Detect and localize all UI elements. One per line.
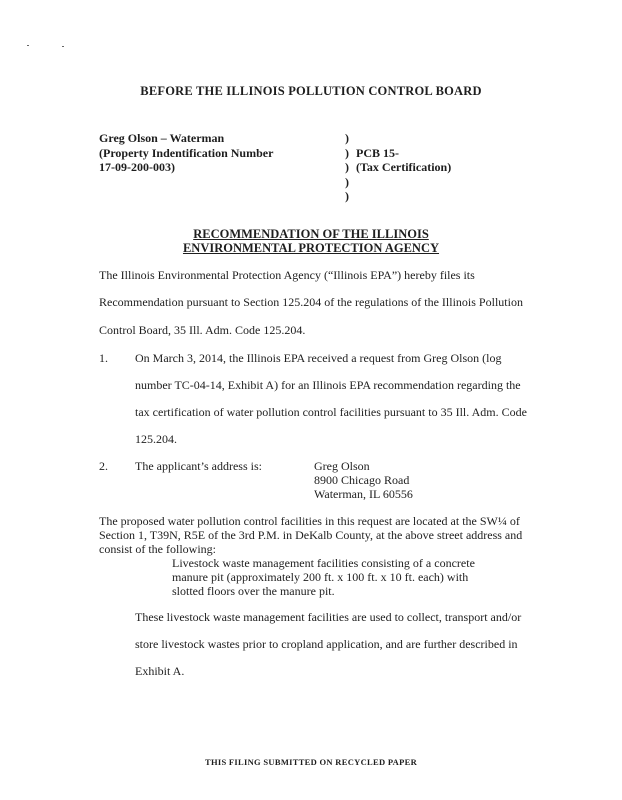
board-header: BEFORE THE ILLINOIS POLLUTION CONTROL BOARD xyxy=(140,84,482,98)
item-1-line: tax certification of water pollution control facilities pursuant to 35 Ill. Adm. Code xyxy=(135,405,527,419)
title-line-1: RECOMMENDATION OF THE ILLINOIS xyxy=(193,227,429,241)
address-city: Waterman, IL 60556 xyxy=(314,487,413,501)
caption-paren: ) xyxy=(345,131,349,145)
scan-mark xyxy=(62,46,64,47)
caption-paren: ) xyxy=(345,160,349,174)
item-1-line: 125.204. xyxy=(135,432,177,446)
case-number: PCB 15- xyxy=(356,145,399,160)
recycled-paper-footer: THIS FILING SUBMITTED ON RECYCLED PAPER xyxy=(204,757,418,767)
location-line: Section 1, T39N, R5E of the 3rd P.M. in DeKalb County, at the above street address and xyxy=(99,528,523,542)
item-1-line: On March 3, 2014, the Illinois EPA received a request from Greg Olson (log xyxy=(135,351,502,365)
item-2-number: 2. xyxy=(99,459,108,473)
purpose-line: Exhibit A. xyxy=(135,664,185,678)
location-line: The proposed water pollution control facilities in this request are located at the SW¼ of xyxy=(99,514,520,528)
caption-property-number: 17-09-200-003) xyxy=(99,160,175,174)
address-name: Greg Olson xyxy=(314,459,370,473)
address-street: 8900 Chicago Road xyxy=(314,473,410,487)
caption-paren: ) xyxy=(345,174,349,189)
title-line-2: ENVIRONMENTAL PROTECTION AGENCY xyxy=(182,241,440,255)
intro-line: Recommendation pursuant to Section 125.204 of the regulations of the Illinois Pollution xyxy=(99,295,523,309)
caption-paren: ) xyxy=(345,145,349,160)
scan-mark xyxy=(27,45,29,46)
facility-line: slotted floors over the manure pit. xyxy=(172,584,335,598)
item-1-number: 1. xyxy=(99,351,108,365)
intro-line: Control Board, 35 Ill. Adm. Code 125.204. xyxy=(99,323,306,337)
item-2-label: The applicant’s address is: xyxy=(135,459,262,473)
facility-line: Livestock waste management facilities consisting of a concrete xyxy=(172,556,475,570)
purpose-line: store livestock wastes prior to cropland application, and are further described in xyxy=(135,637,518,651)
case-type: (Tax Certification) xyxy=(356,160,452,174)
intro-line: The Illinois Environmental Protection Agency (“Illinois EPA”) hereby files its xyxy=(99,268,475,282)
caption-property-label: (Property Indentification Number xyxy=(99,145,274,160)
caption-party: Greg Olson – Waterman xyxy=(99,131,225,145)
item-1-line: number TC-04-14, Exhibit A) for an Illinois EPA recommendation regarding the xyxy=(135,378,521,392)
caption-paren: ) xyxy=(345,189,349,203)
purpose-line: These livestock waste management facilities are used to collect, transport and/or xyxy=(135,610,522,624)
location-line: consist of the following: xyxy=(99,542,216,556)
facility-line: manure pit (approximately 200 ft. x 100 ft. x 10 ft. each) with xyxy=(172,570,469,584)
